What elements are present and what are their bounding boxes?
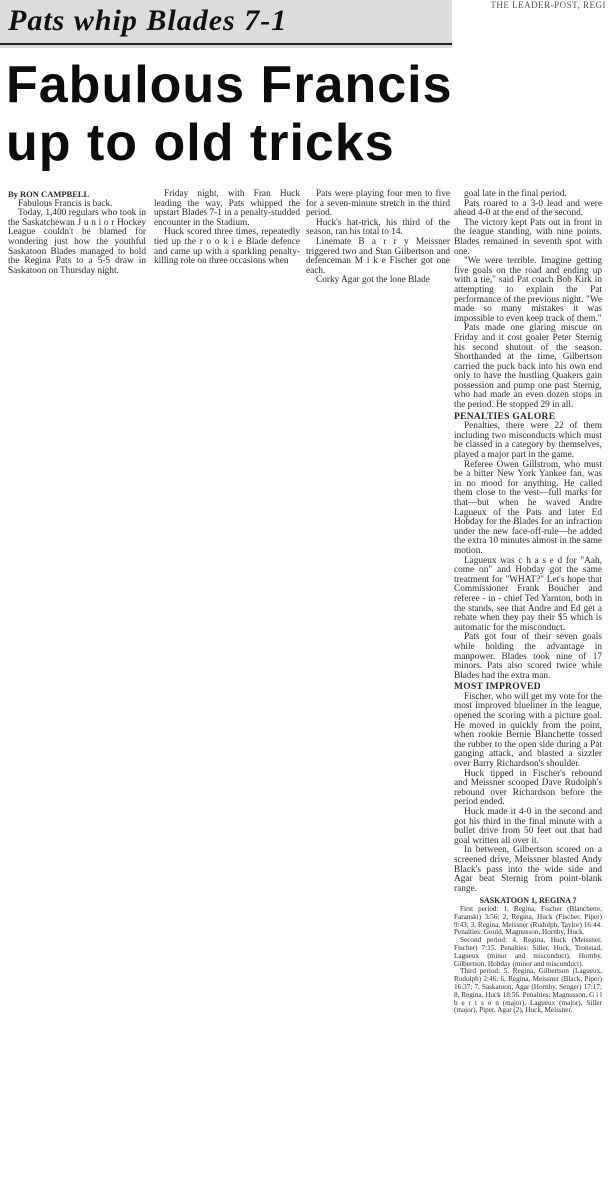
paragraph: In between, Gilbertson scored on a screened drive, Meissner blasted Andy Black's pass into the wide side and Agar beat Sternig from point-blank range. xyxy=(454,845,602,894)
kicker-band xyxy=(0,0,452,48)
paragraph: goal late in the final period. xyxy=(464,189,567,199)
paragraph: Huck's hat-trick, his third of the season, ran his total to 14. xyxy=(306,217,450,238)
headline-line-1: Fabulous Francis xyxy=(6,56,453,114)
paragraph: Huck made it 4-0 in the second and got his third in the final minute with a bullet drive from 50 feet out that had goal written all over it. xyxy=(454,807,602,846)
paragraph: Friday night, with Fran Huck leading the way, Pats whipped the upstart Blades 7-1 in a penalty-studded encounter in the Stadium. xyxy=(154,189,300,228)
paragraph: Today, 1,400 regulars who took in the Saskatchewan J u n i o r Hockey League couldn't be blamed for wondering just how the youthful Saskatoon Blades managed to hold the Regina Pats to a 5-5 draw in Saskatoon on Thursday night. xyxy=(8,208,146,276)
headline-line-2: up to old tricks xyxy=(6,114,395,172)
main-headline xyxy=(6,56,566,172)
column-2 xyxy=(154,190,300,267)
summary-second-period: Second period: 4, Regina, Huck (Meissner, Fischer) 7:15. Penalties: Siller, Huck, Tronstad, Lagueux (minor and misconduct), Hornby, Gilbertson, Hobday (minor and misconduct). xyxy=(454,936,602,968)
byline: By RON CAMPBELL xyxy=(8,189,90,199)
paragraph: Pats got four of their seven goals while holding the advantage in manpower. Blades took nine of 17 minors. Pats also scored twice while Blades had the extra man. xyxy=(454,632,602,681)
score-heading: SASKATOON 1, REGINA 7 xyxy=(479,896,577,906)
blank-area xyxy=(0,292,452,1200)
column-3 xyxy=(306,190,450,286)
paragraph: Fabulous Francis is back. xyxy=(18,198,113,209)
paragraph: Corky Agar got the lone Blade xyxy=(316,275,430,286)
summary-third-period: Third period: 5, Regina, Gilbertson (Lagueux, Rudolph) 2:46; 6, Regina, Meissner (Black, Piper) 16:37; 7, Saskatoon, Agar (Hornby, Senger) 17:17; 8, Regina, Huck 18:56. Penalties: Magnusson, G i l b e r t s o n (major), Lagueux (major), Siller (major), Piper, Agar (2), Huck, Meissner. xyxy=(454,967,602,1015)
kicker-rule xyxy=(0,43,452,45)
paragraph: Pats were playing four men to five for a seven-minute stretch in the third period. xyxy=(306,189,450,219)
paragraph: Lagueux was c h a s e d for "Aah, come on" and Hobday got the same treatment for "WHAT?" Let's hope that Commissioner Frank Boucher and referee - in - chief Ted Yarnton, both in the stands, see that Andre and Ed get a rebate when they pay their $5 which is automatic for the misconduct. xyxy=(454,555,602,633)
subhead-penalties: PENALTIES GALORE xyxy=(454,411,556,422)
paragraph: "We were terrible. Imagine getting five goals on the road and ending up with a tie," said Pat coach Bob Kirk in attempting to explain the Pat performance of the previous night. "We made so many mistakes it was impossible to even keep track of them." xyxy=(454,256,602,324)
paragraph: Linemate B a r r y Meissner triggered two and Stan Gilbertson and defenceman M i k e Fischer got one each. xyxy=(306,236,450,276)
paragraph: The victory kept Pats out in front in the league standing, with nine points. Blades remained in seventh spot with one. xyxy=(454,217,602,257)
column-1 xyxy=(8,190,146,276)
column-4 xyxy=(454,190,602,1015)
paragraph: Pats made one glaring miscue on Friday and it cost goaler Peter Sternig his second shutout of the season. Shorthanded at the time, Gilbertson carried the puck back into his own end only to have the hustling Quakers gain possession and pump one past Sternig, who had made an even dozen stops in the period. He stopped 29 in all. xyxy=(454,323,602,411)
paragraph: Penalties, there were 22 of them including two misconducts which must be classed in a category by themselves, played a major part in the game. xyxy=(454,421,602,461)
paragraph: Huck scored three times, repeatedly tied up the r o o k i e Blade defence and came up with a sparkling penalty-killing role on three occasions when xyxy=(154,227,300,267)
masthead: THE LEADER-POST, REGI xyxy=(490,0,606,10)
paragraph: Huck tipped in Fischer's rebound and Meissner scooped Dave Rudolph's rebound over Richardson before the period ended. xyxy=(454,768,602,808)
paragraph: Pats roared to a 3-0 lead and were ahead 4-0 at the end of the second. xyxy=(454,198,602,219)
kicker-headline: Pats whip Blades 7-1 xyxy=(8,4,288,37)
paragraph: Fischer, who will get my vote for the most improved blueliner in the league, opened the scoring with a picture goal. He moved in quickly from the point, when rookie Bernie Blanchette tossed the rubber to the open side during a Pat ganging attack, and blasted a sizzler over Barry Richardson's shoulder. xyxy=(454,691,602,770)
scoring-summary xyxy=(454,906,602,1015)
paragraph: Referee Owen Gillstrom, who must be a bitter New York Yankee fan, was in no mood for anything. He called them close to the vest—full marks for that—but when he waved Andre Lagueux of the Pats and later Ed Hobday for the Blades for an infraction under the new face-off-rule—he added the extra 10 minutes almost in the same motion. xyxy=(454,459,602,556)
summary-first-period: First period: 1, Regina, Fischer (Blanchette, Faranski) 3:56; 2, Regina, Huck (Fischer, Piper) 9:43; 3, Regina, Meissner (Rudolph, Taylor) 16:44. Penalties: Gould, Magnusson, Hornby, Huck. xyxy=(454,904,602,937)
subhead-most-improved: MOST IMPROVED xyxy=(454,682,541,693)
